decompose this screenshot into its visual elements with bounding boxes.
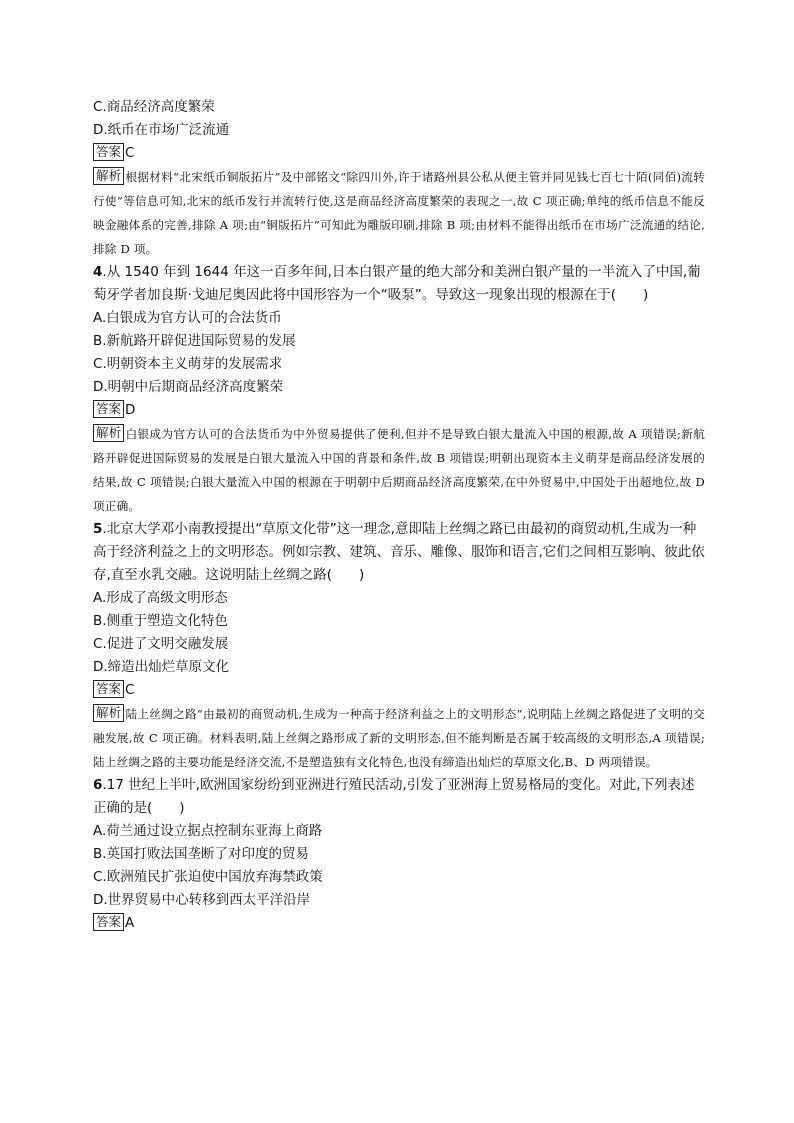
question-number: 4 [93, 264, 103, 280]
answer-value: C [125, 145, 135, 161]
question-text: .17 世纪上半叶,欧洲国家纷纷到亚洲进行殖民活动,引发了亚洲海上贸易格局的变化。对此,下列表述正确的是( ) [93, 777, 695, 816]
q4-analysis [93, 422, 705, 518]
q6-option-c: C.欧洲殖民扩张迫使中国放弃海禁政策 [93, 869, 323, 885]
answer-label: 答案 [93, 680, 124, 698]
question-text: .北京大学邓小南教授提出“草原文化带”这一理念,意即陆上丝绸之路已由最初的商贸动机,生成为一种高于经济利益之上的文明形态。例如宗教、建筑、音乐、雕像、服饰和语言,它们之间相互影响、彼此依存,直至水乳交融。这说明陆上丝绸之路( ) [93, 521, 705, 583]
answer-value: A [125, 915, 135, 931]
q4-option-d: D.明朝中后期商品经济高度繁荣 [93, 379, 284, 395]
q3-answer [93, 142, 705, 165]
q5-stem [93, 518, 705, 587]
q6-option-a: A.荷兰通过设立据点控制东亚海上商路 [93, 823, 323, 839]
answer-label: 答案 [93, 143, 124, 161]
analysis-label: 解析 [93, 424, 124, 442]
question-number: 5 [93, 521, 103, 537]
q4-option-b: B.新航路开辟促进国际贸易的发展 [93, 333, 296, 349]
q3-option-d: D.纸币在市场广泛流通 [93, 122, 230, 138]
analysis-text: 白银成为官方认可的合法货币为中外贸易提供了便利,但并不是导致白银大量流入中国的根源,故 A 项错误;新航路开辟促进国际贸易的发展是白银大量流入中国的背景和条件,故 B 项错误;明朝出现资本主义萌芽是商品经济发展的结果,故 C 项错误;白银大量流入中国的根源在于明朝中后期商品经济高度繁荣,在中外贸易中,中国处于出超地位,故 D 项正确。 [93, 427, 705, 513]
q6-answer [93, 912, 705, 935]
answer-label: 答案 [93, 913, 124, 931]
question-number: 6 [93, 777, 103, 793]
q6-stem [93, 774, 705, 820]
q3-option-c: C.商品经济高度繁荣 [93, 99, 215, 115]
analysis-label: 解析 [93, 167, 124, 185]
q4-option-a: A.白银成为官方认可的合法货币 [93, 310, 282, 326]
q6-option-d: D.世界贸易中心转移到西太平洋沿岸 [93, 892, 311, 908]
answer-label: 答案 [93, 400, 124, 418]
q3-analysis [93, 165, 705, 261]
q6-option-b: B.英国打败法国垄断了对印度的贸易 [93, 846, 310, 862]
q5-answer [93, 679, 705, 702]
q4-option-c: C.明朝资本主义萌芽的发展需求 [93, 356, 283, 372]
question-text: .从 1540 年到 1644 年这一百多年间,日本白银产量的绝大部分和美洲白银产量的一半流入了中国,葡萄牙学者加良斯·戈迪尼奥因此将中国形容为一个“吸泵”。导致这一现象出现的根源在于( ) [93, 264, 701, 303]
q4-stem [93, 261, 705, 307]
q5-option-a: A.形成了高级文明形态 [93, 590, 228, 606]
analysis-label: 解析 [93, 704, 124, 722]
q5-option-b: B.侧重于塑造文化特色 [93, 613, 229, 629]
analysis-text: 根据材料“北宋纸币铜版拓片”及中部铭文“除四川外,许于诸路州县公私从便主管并同见钱七百七十陌(同佰)流转行使”等信息可知,北宋的纸币发行并流转行使,这是商品经济高度繁荣的表现之一,故 C 项正确;单纯的纸币信息不能反映金融体系的完善,排除 A 项;由“铜版拓片”可知此为雕版印刷,排除 B 项;由材料不能得出纸币在市场广泛流通的结论,排除 D 项。 [93, 170, 705, 256]
answer-value: C [125, 682, 135, 698]
analysis-text: 陆上丝绸之路“由最初的商贸动机,生成为一种高于经济利益之上的文明形态”,说明陆上丝绸之路促进了文明的交融发展,故 C 项正确。材料表明,陆上丝绸之路形成了新的文明形态,但不能判断是否属于较高级的文明形态,A 项错误;陆上丝绸之路的主要功能是经济交流,不是塑造独有文化特色,也没有缔造出灿烂的草原文化,B、D 两项错误。 [93, 707, 705, 769]
document-page [93, 96, 705, 935]
answer-value: D [125, 402, 136, 418]
q5-option-c: C.促进了文明交融发展 [93, 636, 229, 652]
q5-analysis [93, 702, 705, 774]
q5-option-d: D.缔造出灿烂草原文化 [93, 659, 230, 675]
q4-answer [93, 399, 705, 422]
